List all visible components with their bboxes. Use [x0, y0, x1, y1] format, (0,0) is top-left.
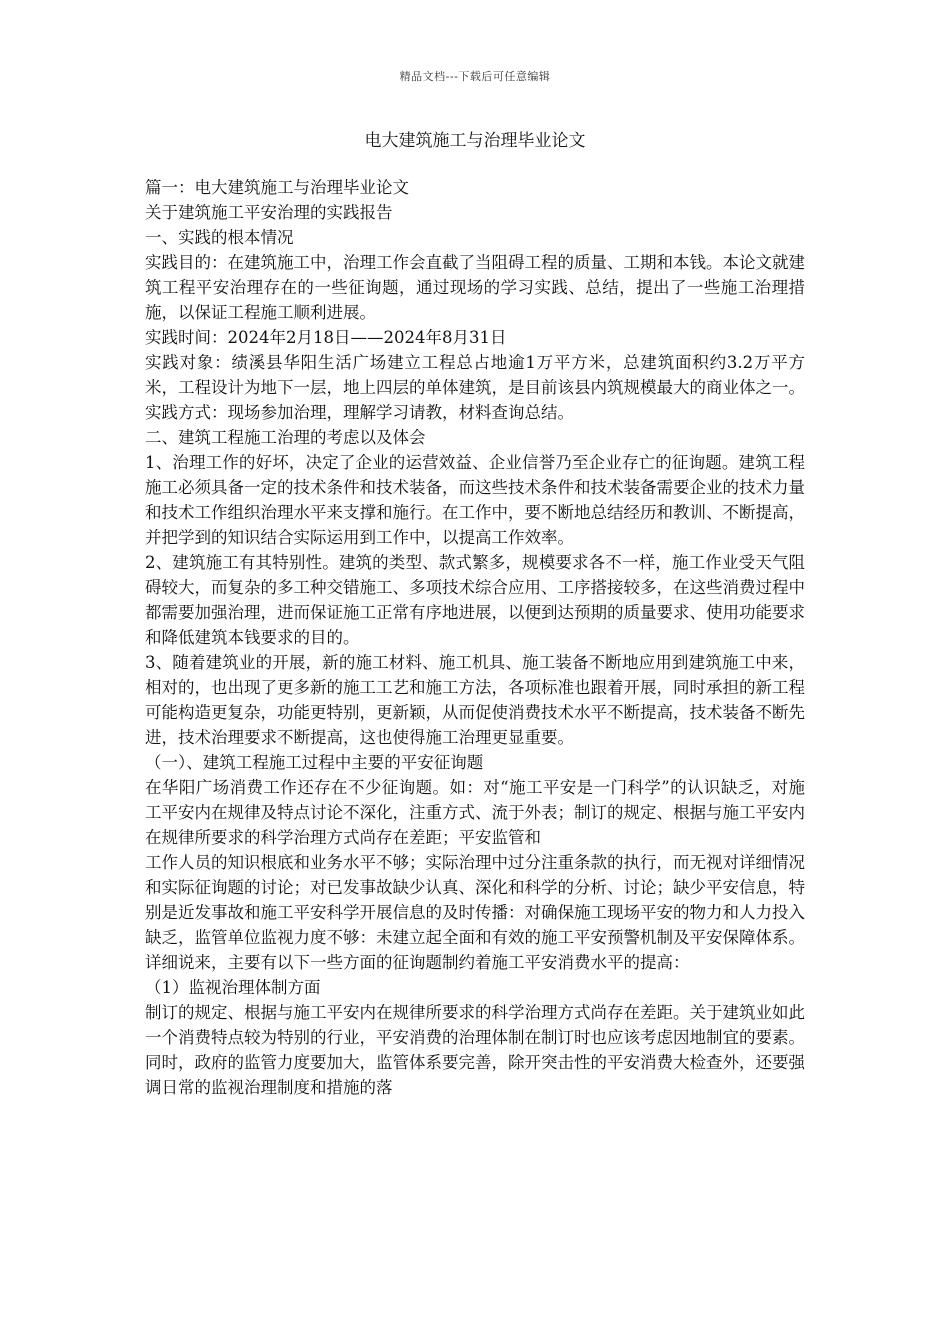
paragraph: 在华阳广场消费工作还存在不少征询题。如：对“施工平安是一门科学”的认识缺乏，对施工平安内在规律及特点讨论不深化，注重方式、流于外表；制订的规定、根据与施工平安内在规律所要求的科学治理方式尚存在差距；平安监管和: [145, 778, 805, 847]
paragraph: 关于建筑施工平安治理的实践报告: [145, 203, 393, 222]
section-heading: 二、建筑工程施工治理的考虑以及体会: [145, 428, 426, 447]
paragraph: 1、治理工作的好坏，决定了企业的运营效益、企业信誉乃至企业存亡的征询题。建筑工程施工必须具备一定的技术条件和技术装备，而这些技术条件和技术装备需要企业的技术力量和技术工作组织治理水平来支撑和施行。在工作中，要不断地总结经历和教训、不断提高，并把学到的知识结合实际运用到工作中，以提高工作效率。: [145, 453, 805, 547]
paragraph: 详细说来，主要有以下一些方面的征询题制约着施工平安消费水平的提高：: [145, 953, 690, 972]
paragraph: 实践方式：现场参加治理，理解学习请教，材料查询总结。: [145, 403, 574, 422]
paragraph: 实践时间：2024年2月18日——2024年8月31日: [145, 328, 507, 347]
page-header-caption: 精品文档---下载后可任意编辑: [399, 70, 551, 83]
subsection-heading: （一）、建筑工程施工过程中主要的平安征询题: [145, 753, 484, 772]
paragraph: 制订的规定、根据与施工平安内在规律所要求的科学治理方式尚存在差距。关于建筑业如此一个消费特点较为特别的行业，平安消费的治理体制在制订时也应该考虑因地制宜的要素。同时，政府的监管力度要加大，监管体系要完善，除开突击性的平安消费大检查外，还要强调日常的监视治理制度和措施的落: [145, 1003, 805, 1097]
document-body: [145, 175, 805, 1100]
paragraph: 3、随着建筑业的开展，新的施工材料、施工机具、施工装备不断地应用到建筑施工中来，相对的，也出现了更多新的施工工艺和施工方法，各项标准也跟着开展，同时承担的新工程可能构造更复杂，功能更特别，更新颖，从而促使消费技术水平不断提高，技术装备不断先进，技术治理要求不断提高，这也使得施工治理更显重要。: [145, 653, 805, 747]
document-title: 电大建筑施工与治理毕业论文: [364, 131, 586, 151]
subsection-heading: （1）监视治理体制方面: [145, 978, 321, 997]
paragraph: 篇一：电大建筑施工与治理毕业论文: [145, 178, 409, 197]
paragraph: 工作人员的知识根底和业务水平不够；实际治理中过分注重条款的执行，而无视对详细情况和实际征询题的讨论；对已发事故缺少认真、深化和科学的分析、讨论；缺少平安信息，特别是近发事故和施工平安科学开展信息的及时传播：对确保施工现场平安的物力和人力投入缺乏，监管单位监视力度不够：未建立起全面和有效的施工平安预警机制及平安保障体系。: [145, 853, 805, 947]
paragraph: 2、建筑施工有其特别性。建筑的类型、款式繁多，规模要求各不一样，施工作业受天气阻碍较大，而复杂的多工种交错施工、多项技术综合应用、工序搭接较多，在这些消费过程中都需要加强治理，进而保证施工正常有序地进展，以便到达预期的质量要求、使用功能要求和降低建筑本钱要求的目的。: [145, 553, 805, 647]
paragraph: 实践对象：绩溪县华阳生活广场建立工程总占地逾1万平方米，总建筑面积约3.2万平方米，工程设计为地下一层，地上四层的单体建筑，是目前该县内筑规模最大的商业体之一。: [145, 353, 805, 397]
paragraph: 实践目的：在建筑施工中，治理工作会直截了当阻碍工程的质量、工期和本钱。本论文就建筑工程平安治理存在的一些征询题，通过现场的学习实践、总结，提出了一些施工治理措施，以保证工程施工顺利进展。: [145, 253, 805, 322]
section-heading: 一、实践的根本情况: [145, 228, 294, 247]
